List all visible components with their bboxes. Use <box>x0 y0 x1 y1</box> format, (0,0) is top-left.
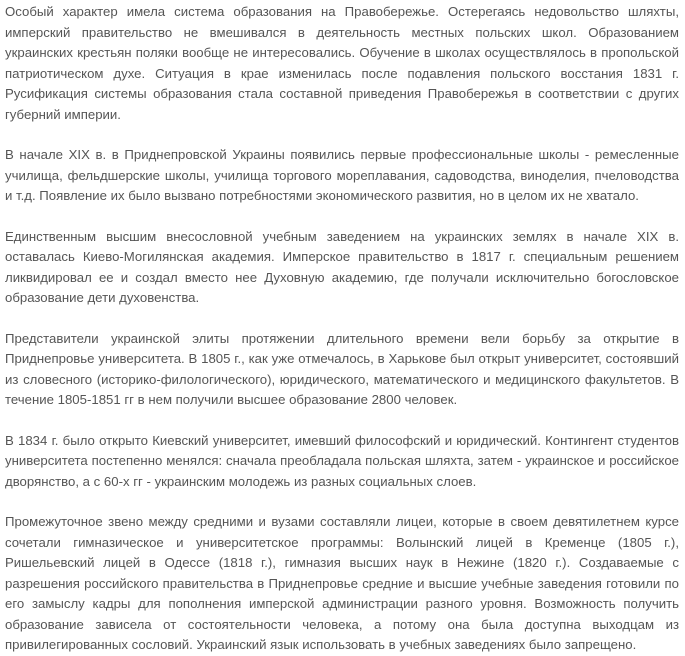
paragraph-pravoberezhye-education: Особый характер имела система образования на Правобережье. Остерегаясь недовольство шляхты, имперский правительство не вмешивался в деятельность местных польских школ. Образованием украинских крестьян поляки вообще не интересовались. Обучение в школах осуществлялось в пропольской патриотическом духе. Ситуация в крае изменилась после подавления польского восстания 1831 г. Русификация системы образования стала составной приведения Правобережья в соответствии с других губерний империи. <box>5 4 679 122</box>
paragraph-kharkiv-university: Представители украинской элиты протяжении длительного времени вели борьбу за открытие в Приднепровье университета. В 1805 г., как уже отмечалось, в Харькове был открыт университет, состоявший из словесного (историко-филологического), юридического, математического и медицинского факультетов. В течение 1805-1851 гг в нем получили высшее образование 2800 человек. <box>5 330 679 407</box>
paragraph-lyceums: Промежуточное звено между средними и вузами составляли лицеи, которые в своем девятилетнем курсе сочетали гимназическое и университетское программы: Волынский лицей в Кременце (1805 г.), Ришельевский лицей в Одессе (1818 г.), гимназия высших наук в Нежине (1820 г.). Создаваемые с разрешения российского правительства в Приднепровье средние и высшие учебные заведения готовили по его замыслу кадры для пополнения имперской администрации разного уровня. Возможность получить образование зависела от состоятельности человека, а потому она была доступна выходцам из привилегированных сословий. Украинский язык использовать в учебных заведениях было запрещено. <box>5 514 679 652</box>
paragraph-kyiv-university: В 1834 г. было открыто Киевский университет, имевший философский и юридический. Контингент студентов университета постепенно менялся: сначала преобладала польская шляхта, затем - украинское и российское дворянство, а с 60-х гг - украинским молодежь из разных социальных слоев. <box>5 432 679 489</box>
paragraph-kyiv-mohyla-academy: Единственным высшим внесословной учебным заведением на украинских землях в начале XIX в. оставалась Киево-Могилянская академия. Имперское правительство в 1817 г. специальным решением ликвидировал ее и создал вместо нее Духовную академию, где получали исключительно богословское образование дети духовенства. <box>5 228 679 305</box>
paragraph-professional-schools: В начале XIX в. в Приднепровской Украины появились первые профессиональные школы - ремесленные училища, фельдшерские школы, училища торгового мореплавания, садоводства, виноделия, пчеловодства и т.д. Появление их было вызвано потребностями экономического развития, но в целом их не хватало. <box>5 147 679 203</box>
